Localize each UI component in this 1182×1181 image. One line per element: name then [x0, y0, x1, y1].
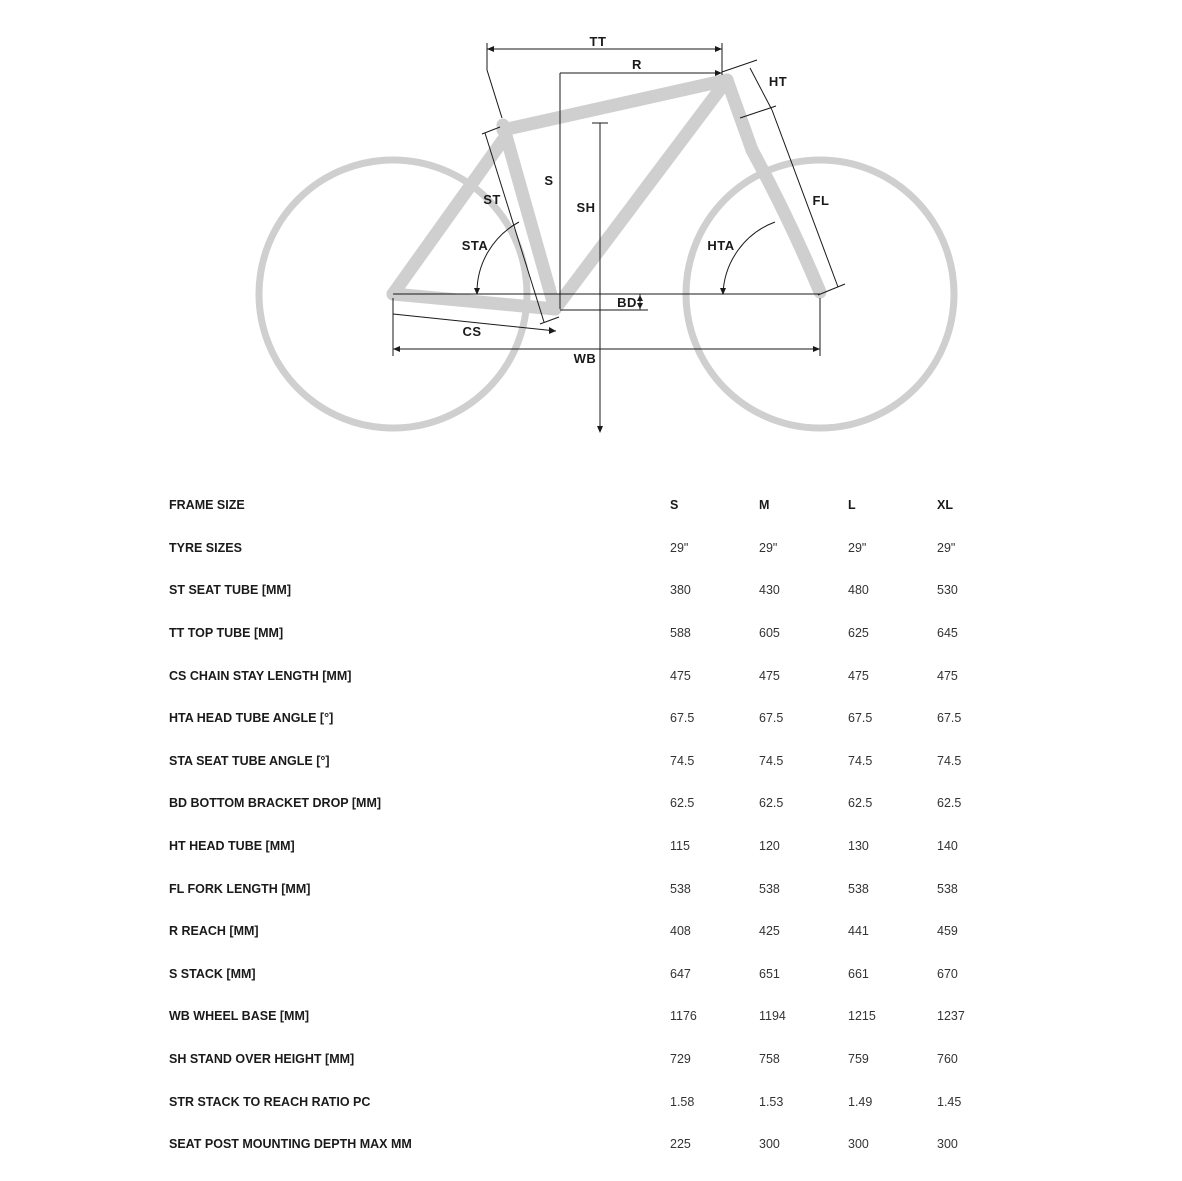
row-value: 647	[670, 966, 691, 981]
row-value: 651	[759, 966, 780, 981]
cs-label: CS	[462, 324, 482, 339]
row-value: 1176	[670, 1009, 697, 1024]
bd-label: BD	[617, 295, 637, 310]
table-row	[169, 569, 1026, 612]
row-value: 74.5	[937, 753, 962, 768]
sh-label: SH	[576, 200, 596, 215]
st-label: ST	[483, 192, 501, 207]
row-value: 1194	[759, 1009, 786, 1024]
wb-label: WB	[573, 351, 597, 366]
row-label: BD BOTTOM BRACKET DROP [MM]	[169, 796, 382, 811]
bike-geometry-diagram	[0, 0, 1182, 470]
row-value: 729	[670, 1052, 691, 1067]
wb-arrow-left	[393, 346, 400, 352]
fl-label: FL	[812, 193, 830, 208]
row-label: SH STAND OVER HEIGHT [MM]	[169, 1052, 355, 1067]
row-value: 538	[759, 881, 780, 896]
row-value: 1.58	[670, 1094, 695, 1109]
table-row	[169, 782, 1026, 825]
table-row	[169, 1038, 1026, 1081]
table-row	[169, 995, 1026, 1038]
row-value: 29"	[759, 540, 778, 555]
tt-arrow-right	[715, 46, 722, 52]
row-value: 430	[759, 583, 780, 598]
row-value: 140	[937, 839, 958, 854]
table-header-row	[169, 484, 1026, 527]
row-label: CS CHAIN STAY LENGTH [MM]	[169, 668, 352, 683]
row-value: 29"	[937, 540, 956, 555]
row-label: ST SEAT TUBE [MM]	[169, 583, 291, 598]
row-value: 74.5	[848, 753, 873, 768]
bike-frame	[393, 80, 820, 309]
table-row	[169, 612, 1026, 655]
table-row	[169, 910, 1026, 953]
table-row	[169, 740, 1026, 783]
row-value: 538	[848, 881, 869, 896]
row-value: 225	[670, 1137, 691, 1152]
row-value: 120	[759, 839, 780, 854]
row-value: 475	[848, 668, 869, 683]
table-row	[169, 825, 1026, 868]
row-value: 408	[670, 924, 691, 939]
row-label: TT TOP TUBE [MM]	[169, 626, 284, 641]
size-header-xl: XL	[937, 498, 953, 513]
row-value: 29"	[848, 540, 867, 555]
size-header-s: S	[670, 498, 679, 513]
row-value: 300	[937, 1137, 958, 1152]
tt-arrow-left	[487, 46, 494, 52]
hta-label: HTA	[707, 238, 735, 253]
row-value: 62.5	[670, 796, 695, 811]
s-label: S	[544, 173, 554, 188]
bd-arrow-bottom	[637, 303, 643, 309]
row-label: S STACK [MM]	[169, 966, 256, 981]
row-value: 1.53	[759, 1094, 784, 1109]
table-row	[169, 654, 1026, 697]
size-header-l: L	[848, 498, 856, 513]
row-label: STR STACK TO REACH RATIO PC	[169, 1094, 371, 1109]
row-label: HT HEAD TUBE [MM]	[169, 839, 295, 854]
sh-arrow-bottom	[597, 426, 603, 433]
row-value: 759	[848, 1052, 869, 1067]
row-label: STA SEAT TUBE ANGLE [°]	[169, 753, 330, 768]
row-value: 62.5	[759, 796, 784, 811]
table-row	[169, 1123, 1026, 1166]
geometry-table	[169, 484, 1026, 1166]
row-value: 300	[848, 1137, 869, 1152]
table-row	[169, 527, 1026, 570]
size-header-m: M	[759, 498, 770, 513]
table-row	[169, 697, 1026, 740]
ht-label: HT	[768, 74, 788, 89]
row-value: 380	[670, 583, 691, 598]
row-value: 29"	[670, 540, 689, 555]
row-value: 67.5	[848, 711, 873, 726]
sta-label: STA	[461, 238, 489, 253]
row-value: 74.5	[759, 753, 784, 768]
row-value: 625	[848, 626, 869, 641]
row-label: R REACH [MM]	[169, 924, 259, 939]
row-label: FL FORK LENGTH [MM]	[169, 881, 311, 896]
table-row	[169, 953, 1026, 996]
hta-angle-arc	[723, 222, 775, 294]
r-label: R	[632, 57, 642, 72]
row-value: 1.45	[937, 1094, 962, 1109]
row-value: 475	[670, 668, 691, 683]
row-value: 425	[759, 924, 780, 939]
ht-tick-bottom	[740, 106, 776, 118]
row-label: WB WHEEL BASE [MM]	[169, 1009, 310, 1024]
row-value: 670	[937, 966, 958, 981]
table-row	[169, 867, 1026, 910]
row-value: 300	[759, 1137, 780, 1152]
table-row	[169, 1080, 1026, 1123]
chain-stay	[393, 294, 555, 309]
row-value: 67.5	[670, 711, 695, 726]
wb-arrow-right	[813, 346, 820, 352]
row-value: 760	[937, 1052, 958, 1067]
row-value: 130	[848, 839, 869, 854]
row-value: 758	[759, 1052, 780, 1067]
seat-tube-extension	[487, 70, 502, 118]
row-value: 62.5	[848, 796, 873, 811]
row-label: HTA HEAD TUBE ANGLE [°]	[169, 711, 334, 726]
row-value: 1215	[848, 1009, 876, 1024]
fork	[752, 150, 820, 292]
row-value: 538	[670, 881, 691, 896]
cs-arrow-right	[549, 327, 556, 334]
row-value: 605	[759, 626, 780, 641]
frame-size-label: FRAME SIZE	[169, 498, 245, 513]
tt-label: TT	[589, 34, 607, 49]
row-value: 67.5	[759, 711, 784, 726]
row-value: 67.5	[937, 711, 962, 726]
row-value: 74.5	[670, 753, 695, 768]
bd-arrow-top	[637, 295, 643, 301]
row-value: 62.5	[937, 796, 962, 811]
row-label: SEAT POST MOUNTING DEPTH MAX MM	[169, 1137, 412, 1152]
row-value: 480	[848, 583, 869, 598]
row-value: 530	[937, 583, 958, 598]
row-value: 441	[848, 924, 869, 939]
ht-tick-top	[722, 60, 757, 72]
row-value: 1237	[937, 1009, 965, 1024]
row-value: 645	[937, 626, 958, 641]
row-value: 115	[670, 839, 690, 854]
row-value: 1.49	[848, 1094, 873, 1109]
row-label: TYRE SIZES	[169, 540, 242, 555]
row-value: 475	[937, 668, 958, 683]
row-value: 475	[759, 668, 780, 683]
row-value: 459	[937, 924, 958, 939]
row-value: 661	[848, 966, 869, 981]
row-value: 538	[937, 881, 958, 896]
row-value: 588	[670, 626, 691, 641]
geometry-table-body	[169, 484, 1026, 1166]
